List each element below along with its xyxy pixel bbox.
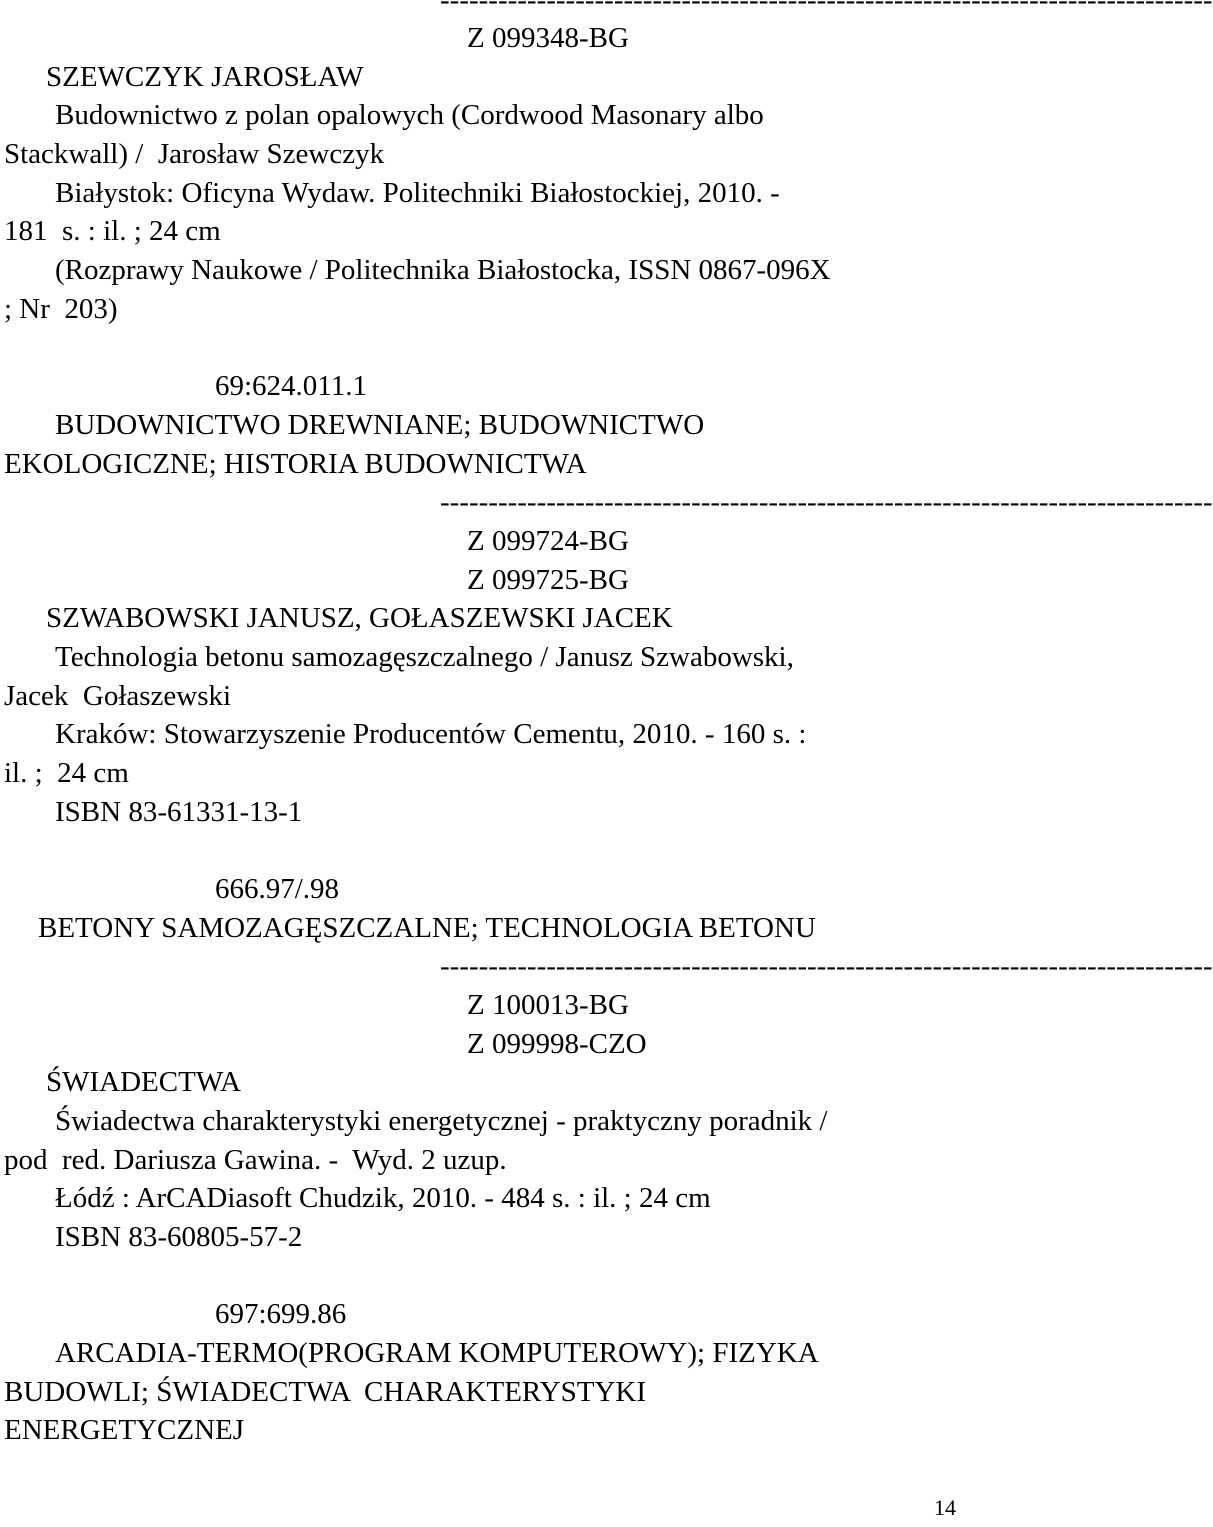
entry-publication-cont: il. ; 24 cm [4,757,129,789]
entry-subjects-cont: EKOLOGICZNE; HISTORIA BUDOWNICTWA [4,448,587,480]
entry-publication: Kraków: Stowarzyszenie Producentów Cementu, 2010. - 160 s. : [55,718,807,750]
entry-subjects-cont: BUDOWLI; ŚWIADECTWA CHARAKTERYSTYKI [4,1376,646,1408]
entry-series-cont: ; Nr 203) [4,293,118,325]
entry-isbn: ISBN 83-60805-57-2 [55,1221,303,1253]
call-number: Z 100013-BG [467,989,629,1021]
entry-title: Budownictwo z polan opalowych (Cordwood Masonary albo [55,99,764,131]
entry-publication-cont: 181 s. : il. ; 24 cm [4,215,221,247]
entry-subjects: ARCADIA-TERMO(PROGRAM KOMPUTEROWY); FIZYKA [55,1337,819,1369]
entry-subjects: BUDOWNICTWO DREWNIANE; BUDOWNICTWO [55,409,705,441]
entry-series: (Rozprawy Naukowe / Politechnika Białostocka, ISSN 0867-096X [55,254,831,286]
call-number: Z 099724-BG [467,525,629,557]
entry-classification: 69:624.011.1 [215,370,367,402]
entry-classification: 666.97/.98 [215,873,340,905]
separator-line: -------------------------------------------------------------------------------- [440,0,1213,16]
call-number: Z 099348-BG [467,22,629,54]
entry-title-cont: Jacek Gołaszewski [4,680,232,712]
entry-author: SZWABOWSKI JANUSZ, GOŁASZEWSKI JACEK [46,602,673,634]
entry-publication: Łódź : ArCADiasoft Chudzik, 2010. - 484 s. : il. ; 24 cm [55,1182,711,1214]
separator-line: -------------------------------------------------------------------------------- [440,950,1213,982]
entry-author: SZEWCZYK JAROSŁAW [46,61,364,93]
entry-author: ŚWIADECTWA [46,1066,241,1098]
entry-isbn: ISBN 83-61331-13-1 [55,796,303,828]
entry-title-cont: pod red. Dariusza Gawina. - Wyd. 2 uzup. [4,1144,507,1176]
entry-title-cont: Stackwall) / Jarosław Szewczyk [4,138,385,170]
page-number: 14 [934,1495,956,1520]
entry-publication: Białystok: Oficyna Wydaw. Politechniki Białostockiej, 2010. - [55,177,780,209]
entry-title: Świadectwa charakterystyki energetycznej - praktyczny poradnik / [55,1105,828,1137]
call-number: Z 099998-CZO [467,1028,647,1060]
entry-subjects-cont: ENERGETYCZNEJ [4,1414,245,1446]
entry-subjects: BETONY SAMOZAGĘSZCZALNE; TECHNOLOGIA BETONU [38,912,816,944]
entry-title: Technologia betonu samozagęszczalnego / Janusz Szwabowski, [55,641,794,673]
call-number: Z 099725-BG [467,564,629,596]
separator-line: -------------------------------------------------------------------------------- [440,486,1213,518]
entry-classification: 697:699.86 [215,1298,347,1330]
